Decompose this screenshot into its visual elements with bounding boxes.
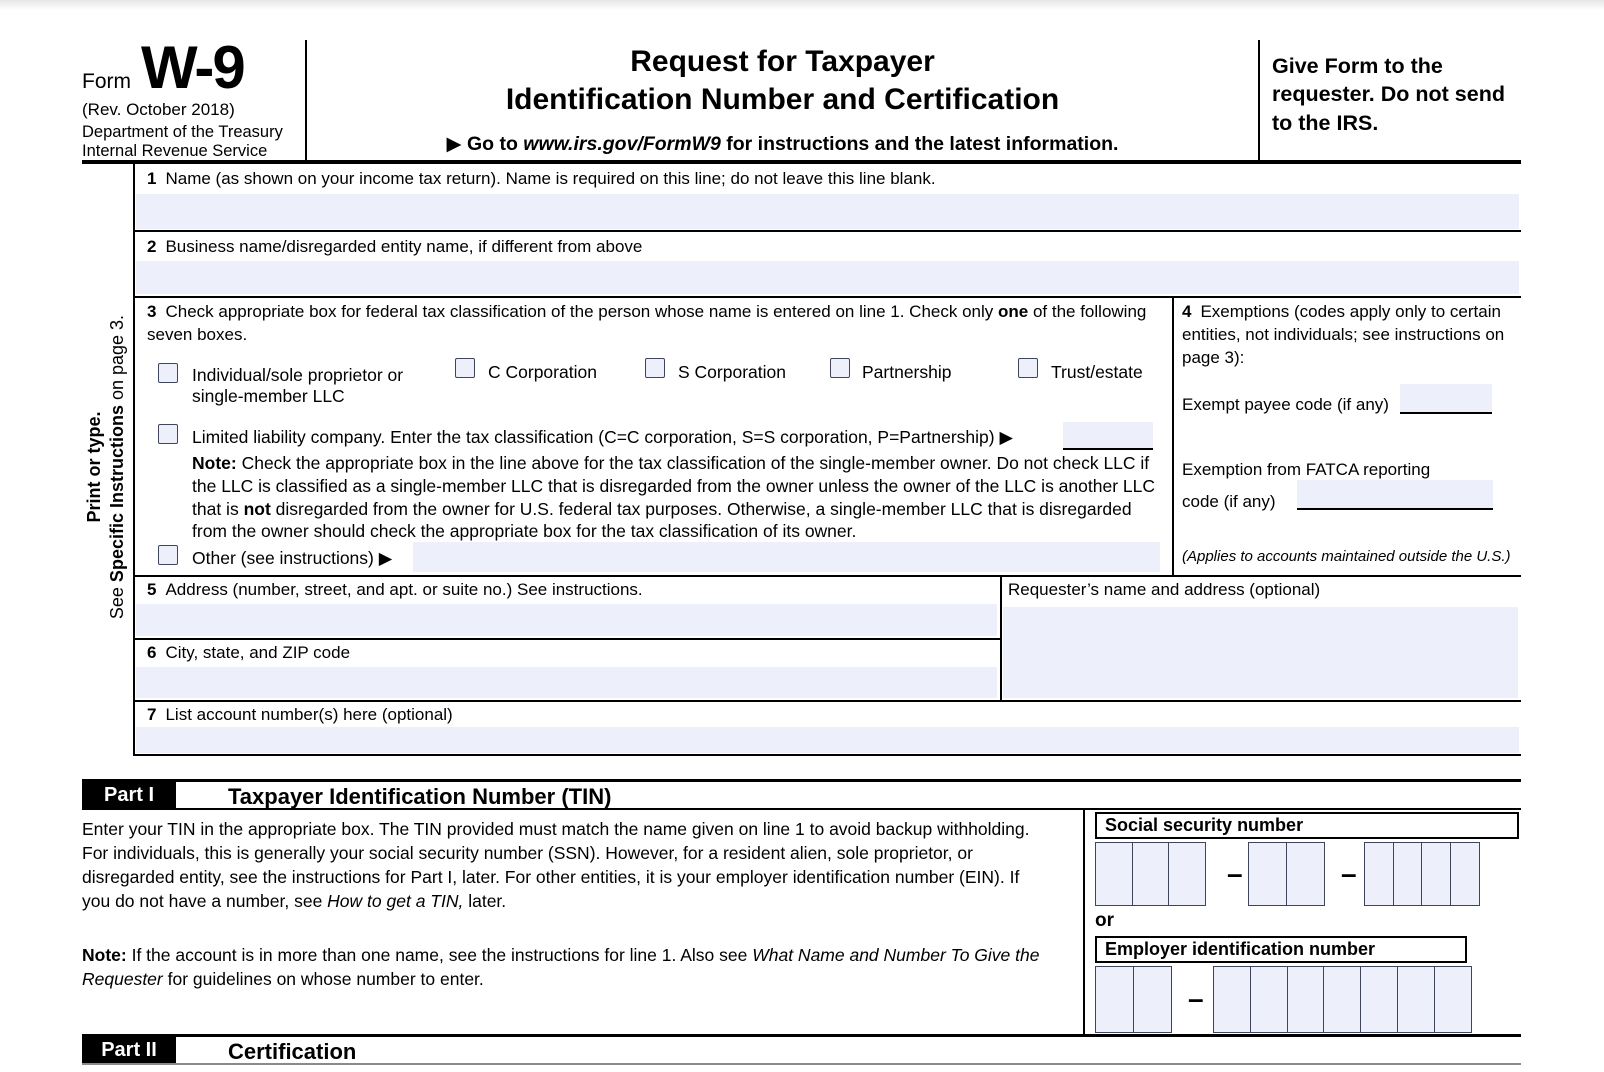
checkbox-c-corporation[interactable] bbox=[455, 358, 475, 378]
form-left-border bbox=[133, 163, 135, 756]
tin-digit-cell[interactable] bbox=[1393, 842, 1423, 906]
print-or-type-sidebar bbox=[83, 267, 131, 667]
checkbox-partnership-label: Partnership bbox=[862, 362, 952, 382]
tin-digit-cell[interactable] bbox=[1434, 966, 1472, 1033]
business-name-input[interactable] bbox=[136, 261, 1519, 294]
part1-note-a: If the account is in more than one name, see the instructions for line 1. Also see bbox=[126, 945, 753, 965]
line3-label-suffix: of the following seven boxes. bbox=[147, 302, 1147, 344]
see-specific-instructions-label bbox=[106, 267, 129, 667]
tin-digit-cell[interactable] bbox=[1095, 842, 1133, 906]
ein-header-box: Employer identification number bbox=[1095, 936, 1467, 963]
part2-badge: Part II bbox=[82, 1037, 176, 1063]
part2-header-bar bbox=[82, 1034, 1521, 1065]
checkbox-trust-estate[interactable] bbox=[1018, 358, 1038, 378]
form-number: W-9 bbox=[141, 34, 244, 101]
goto-url: www.irs.gov/FormW9 bbox=[523, 133, 721, 155]
llc-classification-input[interactable] bbox=[1063, 422, 1153, 450]
line3-label bbox=[147, 301, 1150, 347]
part1-para-text: Enter your TIN in the appropriate box. The TIN provided must match the name given on line 1 to avoid backup withholding. For individuals, this is generally your social security number (SSN). However, for a resident alien, sole proprietor, or disregarded entity, see the instructions for Part I, later. For other entities, it is your employer identification number (EIN). If you do not have a number, see bbox=[82, 819, 1030, 912]
part1-note-italic: What Name and Number To Give the Requester bbox=[82, 945, 1040, 990]
checkbox-trust-estate-label: Trust/estate bbox=[1051, 362, 1143, 382]
tin-digit-cell[interactable] bbox=[1248, 842, 1287, 906]
header-rule bbox=[82, 160, 1521, 164]
or-label: or bbox=[1095, 910, 1114, 931]
requester-column-divider bbox=[1000, 575, 1002, 700]
checkbox-individual-label: Individual/sole proprietor or single-member LLC bbox=[192, 365, 404, 406]
fatca-code-input[interactable] bbox=[1297, 480, 1493, 510]
checkbox-partnership[interactable] bbox=[830, 358, 850, 378]
line3-note-not: not bbox=[243, 498, 271, 519]
row-divider-2-3 bbox=[133, 296, 1521, 298]
tin-digit-cell[interactable] bbox=[1287, 966, 1325, 1033]
line6-label bbox=[147, 643, 987, 663]
goto-suffix: for instructions and the latest information. bbox=[720, 133, 1119, 155]
line7-label bbox=[147, 705, 1507, 725]
fatca-label-line2: code (if any) bbox=[1182, 492, 1276, 511]
checkbox-c-corporation-label: C Corporation bbox=[488, 362, 597, 382]
exempt-payee-code-input[interactable] bbox=[1400, 384, 1492, 414]
tin-digit-cell[interactable] bbox=[1286, 842, 1325, 906]
tin-digit-cell[interactable] bbox=[1132, 842, 1170, 906]
line4-number: 4 bbox=[1182, 302, 1192, 321]
line5-number: 5 bbox=[147, 580, 157, 599]
tin-digit-cell[interactable] bbox=[1095, 966, 1134, 1033]
line7-label-text: List account number(s) here (optional) bbox=[165, 705, 453, 724]
checkbox-other-label: Other (see instructions) ▶ bbox=[192, 548, 393, 568]
form-id-block bbox=[82, 34, 302, 161]
tin-digit-cell[interactable] bbox=[1168, 842, 1206, 906]
line3-label-prefix: Check appropriate box for federal tax classification of the person whose name is entered on line 1. Check only bbox=[165, 302, 998, 321]
tin-digit-cell[interactable] bbox=[1450, 842, 1480, 906]
line4-label-text: Exemptions (codes apply only to certain entities, not individuals; see instructions on page 3): bbox=[1182, 302, 1505, 367]
requester-label: Requester’s name and address (optional) bbox=[1008, 580, 1321, 599]
tin-digit-cell[interactable] bbox=[1360, 966, 1398, 1033]
part1-note-bold: Note: bbox=[82, 945, 127, 965]
part1-para-end: later. bbox=[463, 891, 507, 912]
city-state-zip-input[interactable] bbox=[136, 667, 997, 698]
sidebar-see: See bbox=[106, 582, 127, 620]
line4-column-divider bbox=[1172, 296, 1174, 575]
line7-number: 7 bbox=[147, 705, 157, 724]
line6-label-text: City, state, and ZIP code bbox=[165, 643, 351, 662]
line2-label bbox=[147, 237, 1507, 257]
row-divider-1-2 bbox=[133, 230, 1521, 232]
department-of-treasury: Department of the Treasury bbox=[82, 123, 283, 141]
line3-number: 3 bbox=[147, 302, 157, 321]
tin-digit-cell[interactable] bbox=[1213, 966, 1251, 1033]
part1-instructions bbox=[82, 817, 1045, 914]
address-input[interactable] bbox=[136, 604, 997, 636]
part2-title: Certification bbox=[228, 1039, 357, 1064]
form-revision: (Rev. October 2018) bbox=[82, 100, 235, 119]
account-numbers-input[interactable] bbox=[136, 727, 1519, 753]
line3-note-a: Check the appropriate box in the line above for the tax classification of the single-member owner. Do not check LLC if the LLC is classified as a single-member LLC that is disregarded from the owner unless the owner of the LLC is another LLC that is bbox=[192, 453, 1155, 519]
line2-label-text: Business name/disregarded entity name, if different from above bbox=[165, 237, 643, 256]
line1-number: 1 bbox=[147, 169, 157, 188]
line6-number: 6 bbox=[147, 643, 157, 662]
goto-prefix: ▶ Go to bbox=[446, 133, 524, 155]
name-input[interactable] bbox=[136, 194, 1519, 229]
line2-number: 2 bbox=[147, 237, 157, 256]
sidebar-on-page: on page 3. bbox=[106, 314, 127, 406]
line1-label-text: Name (as shown on your income tax return). Name is required on this line; do not leave this line blank. bbox=[165, 169, 936, 188]
ssn-dash-1: – bbox=[1227, 858, 1243, 889]
goto-instructions-line bbox=[307, 132, 1258, 156]
applies-outside-us-note: (Applies to accounts maintained outside the U.S.) bbox=[1182, 548, 1511, 565]
checkbox-s-corporation[interactable] bbox=[645, 358, 665, 378]
form-title-line2: Identification Number and Certification bbox=[505, 82, 1060, 116]
tin-digit-cell[interactable] bbox=[1421, 842, 1451, 906]
checkbox-individual[interactable] bbox=[158, 363, 178, 383]
line3-note-bold: Note: bbox=[192, 453, 237, 473]
line3-note bbox=[192, 452, 1170, 543]
header-divider-right bbox=[1258, 40, 1260, 161]
exempt-payee-label: Exempt payee code (if any) bbox=[1182, 395, 1389, 414]
form-word: Form bbox=[82, 70, 131, 93]
sidebar-specific-instructions: Specific Instructions bbox=[106, 405, 127, 583]
ssn-group-2 bbox=[1248, 842, 1325, 906]
print-or-type-label: Print or type. bbox=[84, 411, 104, 523]
ssn-dash-2: – bbox=[1341, 858, 1357, 889]
line5-label-text: Address (number, street, and apt. or suite no.) See instructions. bbox=[165, 580, 643, 599]
row-divider-5-6 bbox=[133, 638, 1000, 640]
line5-label bbox=[147, 580, 987, 600]
line1-label bbox=[147, 169, 1507, 189]
other-input[interactable] bbox=[413, 542, 1160, 572]
row-divider-6-7 bbox=[133, 700, 1521, 702]
ssn-group-1 bbox=[1095, 842, 1206, 906]
checkbox-llc-label: Limited liability company. Enter the tax classification (C=C corporation, S=S corporation, P=Partnership) ▶ bbox=[192, 427, 1013, 447]
page-top-edge bbox=[0, 0, 1604, 10]
row-divider-3-5 bbox=[133, 575, 1521, 577]
line3-note-c: disregarded from the owner for U.S. federal tax purposes. Otherwise, a single-member LLC that is disregarded from the owner should check the appropriate box for the tax classification of its owner. bbox=[192, 498, 1132, 542]
form-title-block bbox=[307, 43, 1258, 156]
part1-badge: Part I bbox=[82, 782, 176, 808]
fatca-label-line1: Exemption from FATCA reporting bbox=[1182, 460, 1431, 479]
part1-note-b: for guidelines on whose number to enter. bbox=[162, 969, 484, 990]
form-bottom-border bbox=[133, 754, 1521, 756]
tin-digit-cell[interactable] bbox=[1323, 966, 1361, 1033]
form-title-line1: Request for Taxpayer bbox=[630, 45, 935, 78]
checkbox-llc[interactable] bbox=[158, 424, 178, 444]
ein-group-1 bbox=[1095, 966, 1172, 1033]
tin-digit-cell[interactable] bbox=[1133, 966, 1172, 1033]
give-form-notice: Give Form to the requester. Do not send to the IRS. bbox=[1272, 54, 1505, 135]
part1-para-italic: How to get a TIN, bbox=[327, 891, 464, 912]
ein-group-2 bbox=[1213, 966, 1472, 1033]
tin-digit-cell[interactable] bbox=[1250, 966, 1288, 1033]
ssn-group-3 bbox=[1364, 842, 1480, 906]
internal-revenue-service: Internal Revenue Service bbox=[82, 141, 268, 160]
line4-label bbox=[1182, 301, 1512, 370]
checkbox-s-corporation-label: S Corporation bbox=[678, 362, 786, 382]
part1-title: Taxpayer Identification Number (TIN) bbox=[228, 784, 612, 809]
requester-name-address-input[interactable] bbox=[1003, 607, 1518, 698]
tin-digit-cell[interactable] bbox=[1397, 966, 1435, 1033]
ssn-header-box: Social security number bbox=[1095, 812, 1519, 839]
ein-dash: – bbox=[1188, 983, 1204, 1014]
checkbox-other[interactable] bbox=[158, 545, 178, 565]
part1-note bbox=[82, 943, 1062, 991]
part1-header-bar bbox=[82, 779, 1521, 810]
tin-digit-cell[interactable] bbox=[1364, 842, 1394, 906]
line3-label-one: one bbox=[998, 302, 1029, 321]
tin-column-divider bbox=[1083, 810, 1085, 1034]
